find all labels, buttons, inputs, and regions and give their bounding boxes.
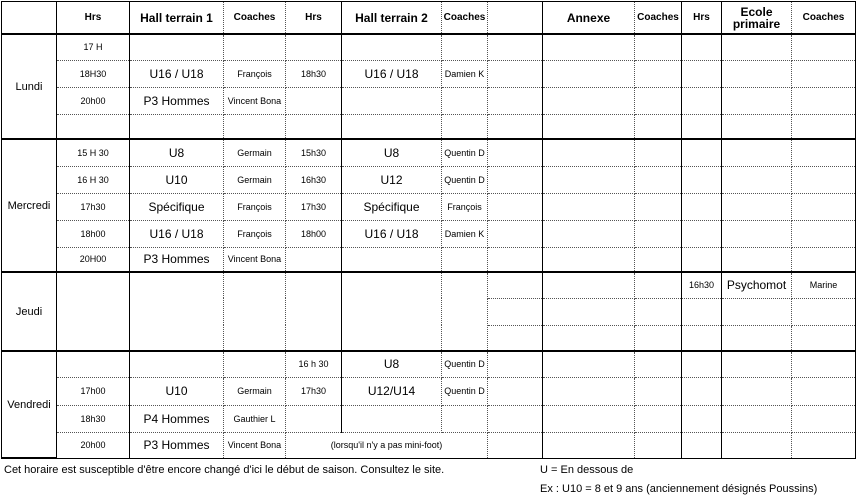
schedule-cell — [792, 298, 856, 325]
schedule-cell — [224, 34, 286, 60]
schedule-cell — [722, 193, 792, 220]
schedule-cell — [722, 325, 792, 351]
schedule-cell — [792, 60, 856, 87]
day-label: Lundi — [2, 34, 57, 139]
schedule-cell — [792, 432, 856, 458]
schedule-cell — [543, 220, 635, 247]
schedule-cell — [57, 351, 130, 377]
schedule-cell — [792, 139, 856, 166]
schedule-cell: Damien K — [442, 220, 488, 247]
schedule-cell — [682, 325, 722, 351]
header-cell: Hrs — [57, 2, 130, 35]
schedule-cell — [342, 405, 442, 432]
schedule-cell — [682, 405, 722, 432]
schedule-cell: 16 h 30 — [286, 351, 342, 377]
schedule-cell: Damien K — [442, 60, 488, 87]
empty-cell — [57, 272, 130, 351]
schedule-row — [2, 166, 856, 193]
schedule-cell — [722, 220, 792, 247]
schedule-cell — [792, 351, 856, 377]
schedule-cell — [342, 34, 442, 60]
schedule-cell: 16h30 — [286, 166, 342, 193]
header-cell: Coaches — [442, 2, 488, 35]
schedule-cell: P3 Hommes — [130, 247, 224, 272]
schedule-cell — [57, 114, 130, 139]
schedule-cell: François — [224, 193, 286, 220]
schedule-cell: P3 Hommes — [130, 87, 224, 114]
schedule-cell — [722, 298, 792, 325]
schedule-cell — [635, 34, 682, 60]
schedule-cell — [682, 193, 722, 220]
schedule-cell: P3 Hommes — [130, 432, 224, 458]
schedule-cell — [635, 272, 682, 298]
schedule-cell — [635, 220, 682, 247]
schedule-cell — [488, 87, 543, 114]
vendredi-note: (lorsqu'il n'y a pas mini-foot) — [286, 432, 488, 458]
schedule-cell — [224, 351, 286, 377]
schedule-cell: U16 / U18 — [342, 220, 442, 247]
schedule-cell — [635, 325, 682, 351]
schedule-cell — [488, 325, 543, 351]
schedule-cell: François — [442, 193, 488, 220]
schedule-cell — [635, 60, 682, 87]
schedule-cell — [442, 405, 488, 432]
schedule-cell: Quentin D — [442, 166, 488, 193]
schedule-cell: 20h00 — [57, 87, 130, 114]
schedule-row — [2, 272, 856, 298]
schedule-cell: U16 / U18 — [130, 220, 224, 247]
schedule-cell: 18h00 — [57, 220, 130, 247]
empty-cell — [342, 272, 442, 351]
header-cell — [2, 2, 57, 35]
header-cell: Hrs — [286, 2, 342, 35]
day-label: Mercredi — [2, 139, 57, 272]
schedule-cell — [792, 193, 856, 220]
schedule-cell: Quentin D — [442, 139, 488, 166]
schedule-cell: 17h30 — [286, 377, 342, 405]
schedule-cell — [682, 60, 722, 87]
schedule-cell — [635, 298, 682, 325]
schedule-cell: Gauthier L — [224, 405, 286, 432]
schedule-cell — [342, 114, 442, 139]
schedule-cell: Vincent Bona — [224, 87, 286, 114]
schedule-row — [2, 405, 856, 432]
schedule-row — [2, 351, 856, 377]
schedule-cell — [682, 298, 722, 325]
schedule-cell: Quentin D — [442, 377, 488, 405]
schedule-cell — [792, 405, 856, 432]
disclaimer-text: Cet horaire est susceptible d'être encore changé d'ici le début de saison. Consultez le site. — [4, 464, 445, 476]
schedule-cell — [130, 34, 224, 60]
schedule-cell — [682, 432, 722, 458]
schedule-cell — [488, 247, 543, 272]
schedule-cell — [682, 114, 722, 139]
schedule-cell — [543, 405, 635, 432]
schedule-row — [2, 432, 856, 458]
schedule-cell — [635, 114, 682, 139]
schedule-row — [2, 139, 856, 166]
schedule-cell — [722, 247, 792, 272]
schedule-cell — [635, 351, 682, 377]
schedule-cell — [682, 87, 722, 114]
header-cell: Hall terrain 1 — [130, 2, 224, 35]
schedule-cell — [635, 377, 682, 405]
schedule-cell — [543, 34, 635, 60]
schedule-cell — [488, 139, 543, 166]
header-cell: Hrs — [682, 2, 722, 35]
legend-line-2: Ex : U10 = 8 et 9 ans (anciennement désignés Poussins) — [540, 483, 818, 495]
schedule-cell — [543, 298, 635, 325]
schedule-cell: U16 / U18 — [130, 60, 224, 87]
schedule-cell: Vincent Bona — [224, 432, 286, 458]
schedule-cell: 20H00 — [57, 247, 130, 272]
schedule-cell — [635, 87, 682, 114]
schedule-cell — [792, 114, 856, 139]
schedule-cell — [722, 114, 792, 139]
schedule-cell: U10 — [130, 166, 224, 193]
schedule-cell — [543, 247, 635, 272]
header-cell — [488, 2, 543, 35]
schedule-cell — [488, 351, 543, 377]
schedule-cell: 16 H 30 — [57, 166, 130, 193]
schedule-cell: 20h00 — [57, 432, 130, 458]
header-cell: Hall terrain 2 — [342, 2, 442, 35]
schedule-cell — [792, 166, 856, 193]
schedule-cell — [488, 193, 543, 220]
schedule-cell: 16h30 — [682, 272, 722, 298]
schedule-cell — [722, 405, 792, 432]
schedule-cell — [442, 34, 488, 60]
schedule-cell — [543, 114, 635, 139]
schedule-cell: 17h30 — [57, 193, 130, 220]
schedule-cell — [286, 247, 342, 272]
schedule-row — [2, 34, 856, 60]
schedule-cell: Vincent Bona — [224, 247, 286, 272]
empty-cell — [286, 272, 342, 351]
schedule-cell — [342, 87, 442, 114]
schedule-cell — [488, 432, 543, 458]
schedule-cell: 15 H 30 — [57, 139, 130, 166]
schedule-cell — [792, 34, 856, 60]
schedule-cell — [722, 60, 792, 87]
schedule-cell: Spécifique — [130, 193, 224, 220]
schedule-cell — [543, 377, 635, 405]
schedule-cell — [488, 298, 543, 325]
schedule-cell — [488, 60, 543, 87]
schedule-cell: Germain — [224, 377, 286, 405]
schedule-cell — [224, 114, 286, 139]
schedule-cell: 17 H — [57, 34, 130, 60]
schedule-cell — [682, 377, 722, 405]
schedule-cell — [543, 60, 635, 87]
schedule-cell: P4 Hommes — [130, 405, 224, 432]
schedule-row — [2, 87, 856, 114]
header-row — [2, 2, 856, 35]
schedule-cell — [722, 377, 792, 405]
header-cell: Coaches — [635, 2, 682, 35]
schedule-cell: 17h00 — [57, 377, 130, 405]
schedule-cell — [792, 247, 856, 272]
schedule-cell — [286, 34, 342, 60]
schedule-cell — [722, 87, 792, 114]
empty-cell — [130, 272, 224, 351]
schedule-cell — [488, 377, 543, 405]
schedule-cell — [635, 166, 682, 193]
schedule-cell — [722, 351, 792, 377]
schedule-cell — [635, 432, 682, 458]
schedule-cell: 18h30 — [286, 60, 342, 87]
header-cell: Annexe — [543, 2, 635, 35]
day-label: Vendredi — [2, 351, 57, 458]
empty-cell — [442, 272, 488, 351]
schedule-cell: 15h30 — [286, 139, 342, 166]
schedule-cell: 18h30 — [57, 405, 130, 432]
schedule-cell — [543, 139, 635, 166]
schedule-cell — [442, 114, 488, 139]
schedule-cell — [543, 325, 635, 351]
schedule-cell — [130, 114, 224, 139]
schedule-row — [2, 247, 856, 272]
header-cell: Coaches — [792, 2, 856, 35]
schedule-cell — [442, 247, 488, 272]
schedule-cell — [543, 351, 635, 377]
schedule-cell — [792, 325, 856, 351]
schedule-cell — [543, 87, 635, 114]
schedule-cell: Germain — [224, 166, 286, 193]
schedule-cell — [488, 166, 543, 193]
schedule-cell — [682, 139, 722, 166]
schedule-table — [1, 1, 856, 459]
schedule-cell — [792, 377, 856, 405]
schedule-row — [2, 220, 856, 247]
schedule-cell: U8 — [342, 351, 442, 377]
header-cell: Ecole primaire — [722, 2, 792, 35]
schedule-cell — [635, 247, 682, 272]
schedule-cell — [682, 34, 722, 60]
schedule-cell: Spécifique — [342, 193, 442, 220]
schedule-cell: U12/U14 — [342, 377, 442, 405]
schedule-cell — [543, 166, 635, 193]
schedule-cell — [286, 405, 342, 432]
day-label: Jeudi — [2, 272, 57, 351]
schedule-cell: U8 — [342, 139, 442, 166]
schedule-cell: Marine — [792, 272, 856, 298]
schedule-cell: François — [224, 60, 286, 87]
schedule-cell — [543, 272, 635, 298]
schedule-cell — [792, 220, 856, 247]
legend-line-1: U = En dessous de — [540, 464, 634, 476]
schedule-row — [2, 114, 856, 139]
schedule-cell: U10 — [130, 377, 224, 405]
schedule-cell — [488, 272, 543, 298]
schedule-cell: François — [224, 220, 286, 247]
schedule-cell: Psychomot — [722, 272, 792, 298]
schedule-cell — [286, 87, 342, 114]
schedule-cell — [722, 34, 792, 60]
schedule-cell — [722, 432, 792, 458]
schedule-cell — [488, 34, 543, 60]
schedule-cell: Germain — [224, 139, 286, 166]
schedule-row — [2, 60, 856, 87]
schedule-cell — [722, 166, 792, 193]
empty-cell — [224, 272, 286, 351]
schedule-cell — [682, 166, 722, 193]
schedule-cell — [488, 220, 543, 247]
schedule-cell: U12 — [342, 166, 442, 193]
schedule-cell — [635, 139, 682, 166]
schedule-cell: 18h00 — [286, 220, 342, 247]
schedule-cell — [722, 139, 792, 166]
schedule-cell: Quentin D — [442, 351, 488, 377]
schedule-cell — [635, 193, 682, 220]
schedule-cell — [543, 432, 635, 458]
schedule-cell — [342, 247, 442, 272]
schedule-cell — [488, 405, 543, 432]
schedule-cell — [543, 193, 635, 220]
schedule-cell: U16 / U18 — [342, 60, 442, 87]
schedule-cell: 18H30 — [57, 60, 130, 87]
header-cell: Coaches — [224, 2, 286, 35]
schedule-cell — [130, 351, 224, 377]
schedule-cell — [682, 220, 722, 247]
schedule-cell — [488, 114, 543, 139]
schedule-cell — [442, 87, 488, 114]
schedule-cell — [635, 405, 682, 432]
schedule-cell: U8 — [130, 139, 224, 166]
schedule-cell — [682, 247, 722, 272]
schedule-row — [2, 377, 856, 405]
schedule-row — [2, 193, 856, 220]
schedule-cell — [286, 114, 342, 139]
schedule-cell: 17h30 — [286, 193, 342, 220]
schedule-cell — [792, 87, 856, 114]
schedule-cell — [682, 351, 722, 377]
